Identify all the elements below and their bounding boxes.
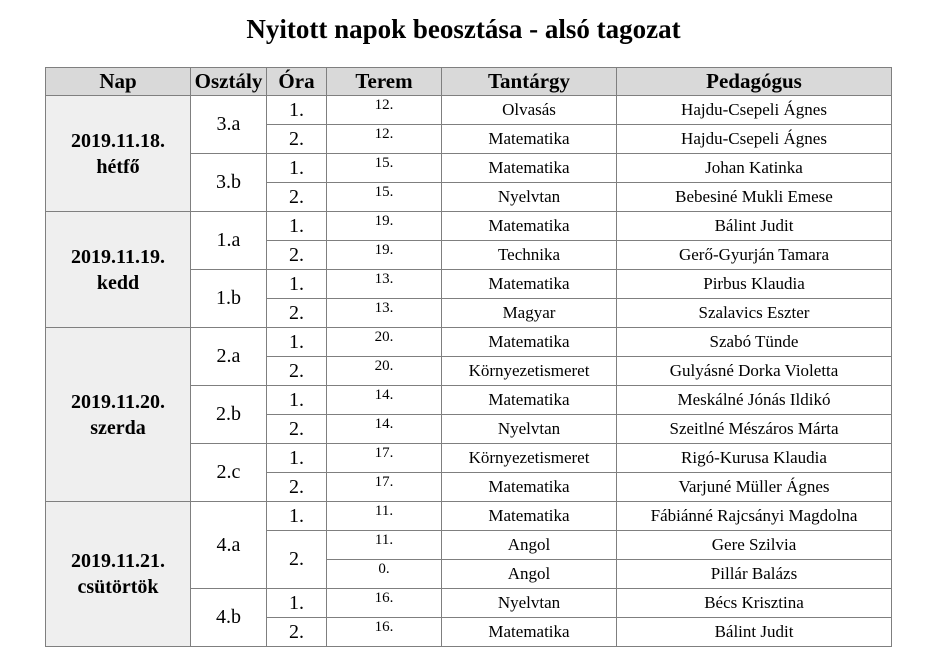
room-cell: 16.	[327, 589, 442, 618]
day-weekday: csütörtök	[77, 576, 159, 598]
header-nap: Nap	[46, 68, 191, 96]
room-cell: 13.	[327, 299, 442, 328]
lesson-cell: 2.	[267, 618, 327, 647]
room-cell: 11.	[327, 502, 442, 531]
teacher-cell: Varjuné Müller Ágnes	[617, 473, 892, 502]
class-cell: 1.b	[191, 270, 267, 328]
teacher-cell: Bécs Krisztina	[617, 589, 892, 618]
subject-cell: Nyelvtan	[442, 183, 617, 212]
room-cell: 17.	[327, 473, 442, 502]
subject-cell: Nyelvtan	[442, 589, 617, 618]
teacher-cell: Szeitlné Mészáros Márta	[617, 415, 892, 444]
lesson-cell: 1.	[267, 212, 327, 241]
teacher-cell: Gere Szilvia	[617, 531, 892, 560]
room-cell: 19.	[327, 212, 442, 241]
schedule-table	[45, 67, 892, 647]
day-date: 2019.11.19.	[71, 245, 165, 268]
subject-cell: Matematika	[442, 154, 617, 183]
table-row	[46, 96, 892, 125]
teacher-cell: Bebesiné Mukli Emese	[617, 183, 892, 212]
subject-cell: Matematika	[442, 473, 617, 502]
teacher-cell: Szalavics Eszter	[617, 299, 892, 328]
subject-cell: Angol	[442, 531, 617, 560]
page-title: Nyitott napok beosztása - alsó tagozat	[246, 14, 681, 44]
header-ora: Óra	[267, 68, 327, 96]
subject-cell: Matematika	[442, 212, 617, 241]
subject-cell: Matematika	[442, 270, 617, 299]
class-cell: 4.a	[191, 502, 267, 589]
room-cell: 15.	[327, 154, 442, 183]
lesson-cell: 1.	[267, 502, 327, 531]
class-cell: 1.a	[191, 212, 267, 270]
table-row	[46, 502, 892, 531]
subject-cell: Matematika	[442, 125, 617, 154]
lesson-cell: 2.	[267, 357, 327, 386]
room-cell: 12.	[327, 96, 442, 125]
day-date: 2019.11.21.	[71, 550, 165, 572]
header-osztaly: Osztály	[191, 68, 267, 96]
subject-cell: Matematika	[442, 386, 617, 415]
subject-cell: Olvasás	[442, 96, 617, 125]
table-row	[46, 328, 892, 357]
day-date: 2019.11.18.	[71, 129, 165, 152]
subject-cell: Magyar	[442, 299, 617, 328]
class-cell: 4.b	[191, 589, 267, 647]
room-cell: 20.	[327, 357, 442, 386]
lesson-cell: 1.	[267, 96, 327, 125]
room-cell: 13.	[327, 270, 442, 299]
subject-cell: Környezetismeret	[442, 357, 617, 386]
teacher-cell: Gulyásné Dorka Violetta	[617, 357, 892, 386]
class-cell: 2.c	[191, 444, 267, 502]
day-weekday: kedd	[96, 271, 140, 294]
day-weekday: hétfő	[96, 155, 140, 178]
subject-cell: Angol	[442, 560, 617, 589]
room-cell: 17.	[327, 444, 442, 473]
class-cell: 2.a	[191, 328, 267, 386]
lesson-cell: 2.	[267, 531, 327, 589]
teacher-cell: Meskálné Jónás Ildikó	[617, 386, 892, 415]
class-cell: 3.a	[191, 96, 267, 154]
day-weekday: szerda	[90, 416, 146, 439]
teacher-cell: Bálint Judit	[617, 618, 892, 647]
room-cell: 20.	[327, 328, 442, 357]
room-cell: 14.	[327, 415, 442, 444]
lesson-cell: 1.	[267, 154, 327, 183]
class-cell: 3.b	[191, 154, 267, 212]
table-row	[46, 212, 892, 241]
lesson-cell: 2.	[267, 183, 327, 212]
lesson-cell: 2.	[267, 125, 327, 154]
room-cell: 15.	[327, 183, 442, 212]
room-cell: 19.	[327, 241, 442, 270]
teacher-cell: Hajdu-Csepeli Ágnes	[617, 96, 892, 125]
day-cell	[46, 96, 191, 212]
room-cell: 0.	[327, 560, 442, 589]
header-pedagogus: Pedagógus	[617, 68, 892, 96]
subject-cell: Környezetismeret	[442, 444, 617, 473]
teacher-cell: Pirbus Klaudia	[617, 270, 892, 299]
schedule-body	[46, 96, 892, 647]
teacher-cell: Szabó Tünde	[617, 328, 892, 357]
lesson-cell: 2.	[267, 241, 327, 270]
lesson-cell: 1.	[267, 386, 327, 415]
subject-cell: Nyelvtan	[442, 415, 617, 444]
header-tantargy: Tantárgy	[442, 68, 617, 96]
teacher-cell: Gerő-Gyurján Tamara	[617, 241, 892, 270]
teacher-cell: Pillár Balázs	[617, 560, 892, 589]
lesson-cell: 2.	[267, 473, 327, 502]
room-cell: 16.	[327, 618, 442, 647]
lesson-cell: 2.	[267, 415, 327, 444]
header-terem: Terem	[327, 68, 442, 96]
teacher-cell: Rigó-Kurusa Klaudia	[617, 444, 892, 473]
teacher-cell: Hajdu-Csepeli Ágnes	[617, 125, 892, 154]
header-row	[46, 68, 892, 96]
lesson-cell: 1.	[267, 270, 327, 299]
subject-cell: Matematika	[442, 618, 617, 647]
class-cell: 2.b	[191, 386, 267, 444]
lesson-cell: 2.	[267, 299, 327, 328]
day-cell	[46, 502, 191, 647]
room-cell: 12.	[327, 125, 442, 154]
day-date: 2019.11.20.	[71, 390, 165, 413]
lesson-cell: 1.	[267, 328, 327, 357]
day-cell	[46, 328, 191, 502]
teacher-cell: Johan Katinka	[617, 154, 892, 183]
room-cell: 11.	[327, 531, 442, 560]
teacher-cell: Bálint Judit	[617, 212, 892, 241]
teacher-cell: Fábiánné Rajcsányi Magdolna	[617, 502, 892, 531]
lesson-cell: 1.	[267, 444, 327, 473]
day-cell	[46, 212, 191, 328]
subject-cell: Matematika	[442, 328, 617, 357]
subject-cell: Matematika	[442, 502, 617, 531]
lesson-cell: 1.	[267, 589, 327, 618]
subject-cell: Technika	[442, 241, 617, 270]
room-cell: 14.	[327, 386, 442, 415]
